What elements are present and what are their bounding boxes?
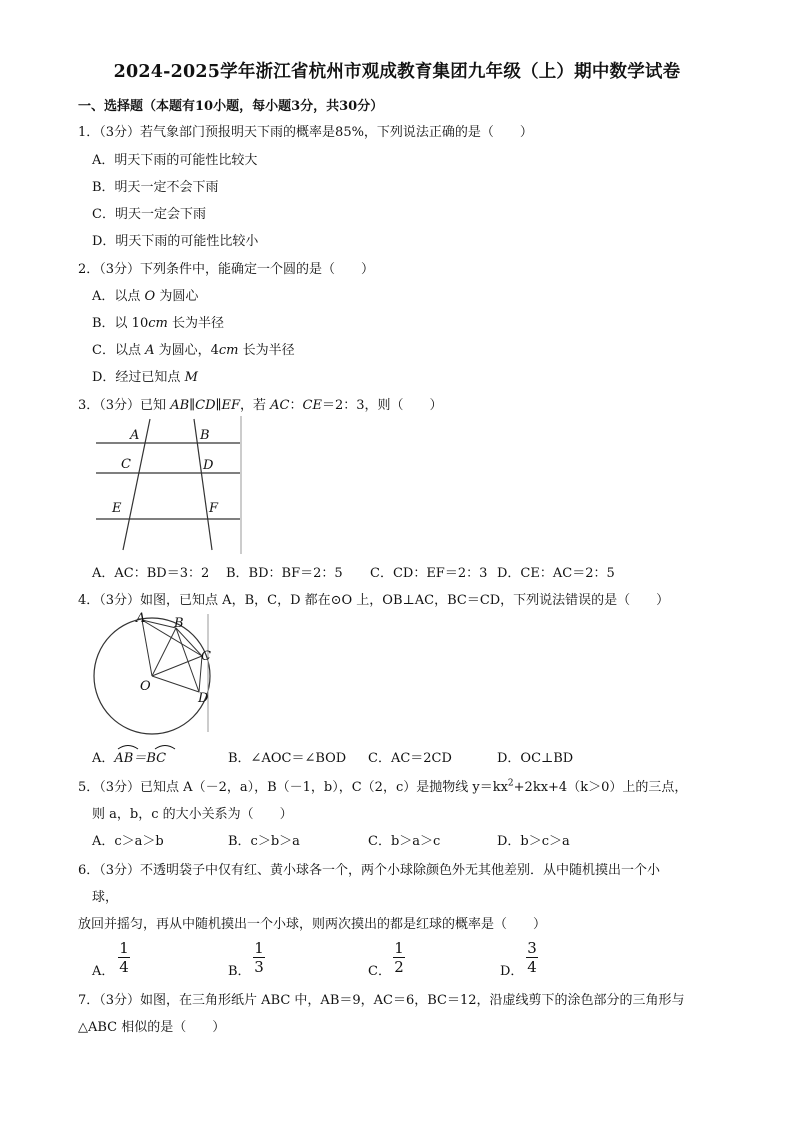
q3-label-b: B (200, 428, 210, 443)
section-heading: 一、选择题（本题有10小题，每小题3分，共30分） (78, 99, 384, 114)
q2-option-d: D．经过已知点 M (92, 370, 198, 385)
question-5-stem: 5．（3分）已知点 A（－2，a），B（－1，b），C（2，c）是抛物线 $y=kx^2+2kx+4(k>0)$上的三点， (78, 778, 688, 795)
question-3-stem: 3．（3分）已知 AB∥CD∥EF，若 AC：CE＝2：3，则（ ） (78, 398, 443, 413)
q4-label-d: D (198, 691, 209, 706)
q6-option-d-fraction: 3 4 (527, 939, 537, 976)
q1-option-d: D．明天下雨的可能性比较小 (92, 234, 259, 249)
q5-option-b: B．c＞b＞a (228, 834, 300, 849)
q4-label-c: C (201, 649, 211, 664)
q3-label-f: F (209, 501, 219, 516)
q6-option-a-fraction: 1 4 (119, 939, 129, 976)
q3-label-e: E (112, 501, 122, 516)
q6-option-c-label: C． (368, 964, 391, 979)
arc-notation: AB＝BC (114, 751, 167, 766)
question-6-stem-line3: 放回并摇匀，再从中随机摸出一个小球，则两次摸出的都是红球的概率是（ ） (78, 917, 547, 932)
question-4-stem: 4．（3分）如图，已知点 A，B，C，D 都在⊙O 上，OB⊥AC，BC＝CD，下列说法错误的是（ ） (78, 593, 670, 608)
q6-option-a-label: A． (92, 964, 115, 979)
question-6-stem-continued: 球， (92, 890, 119, 905)
question-1-stem: 1．（3分）若气象部门预报明天下雨的概率是85%，下列说法正确的是（ ） (78, 125, 533, 140)
q1-option-c: C．明天一定会下雨 (92, 207, 206, 222)
q4-option-a: A．AB＝BC (92, 747, 166, 766)
q2-option-c: C．以点 A 为圆心，4cm 长为半径 (92, 343, 295, 358)
q3-option-a: A．AC：BD＝3：2 (92, 566, 210, 581)
q6-option-b-label: B． (228, 964, 251, 979)
q2-option-a: A．以点 O 为圆心 (92, 289, 199, 304)
q3-option-c: C．CD：EF＝2：3 (370, 566, 488, 581)
q3-option-b: B．BD：BF＝2：5 (226, 566, 343, 581)
q4-option-d: D．OC⊥BD (497, 751, 574, 766)
question-7-stem: 7．（3分）如图，在三角形纸片 ABC 中，AB＝9，AC＝6，BC＝12，沿虚线剪下的涂色部分的三角形与 (78, 993, 685, 1008)
q3-option-d: D．CE：AC＝2：5 (497, 566, 615, 581)
q6-option-c-fraction: 1 2 (394, 939, 404, 976)
q5-option-a: A．c＞a＞b (92, 834, 164, 849)
question-6-stem: 6．（3分）不透明袋子中仅有红、黄小球各一个，两个小球除颜色外无其他差别．从中随机摸出一个小 (78, 863, 661, 878)
q1-option-a: A．明天下雨的可能性比较大 (92, 153, 258, 168)
arc-marks-icon (116, 742, 180, 750)
q5-option-c: C．b＞a＞c (368, 834, 441, 849)
q4-figure-circle (86, 610, 216, 736)
q3-label-a: A (130, 428, 140, 443)
q3-label-d: D (203, 458, 214, 473)
q1-option-b: B．明天一定不会下雨 (92, 180, 219, 195)
q6-option-b-fraction: 1 3 (254, 939, 264, 976)
q4-label-o: O (140, 679, 151, 694)
q4-label-b: B (174, 616, 184, 631)
page-title: 2024-2025学年浙江省杭州市观成教育集团九年级（上）期中数学试卷 (113, 62, 681, 82)
question-7-stem-continued: △ABC 相似的是（ ） (78, 1020, 226, 1035)
q4-label-a: A (136, 611, 146, 626)
q2-option-b: B．以 10cm 长为半径 (92, 316, 224, 331)
q4-option-c: C．AC＝2CD (368, 751, 452, 766)
q3-figure-parallel-lines (88, 416, 248, 554)
q6-option-d-label: D． (500, 964, 524, 979)
q5-option-d: D．b＞c＞a (497, 834, 570, 849)
q3-label-c: C (121, 457, 131, 472)
question-5-stem-continued: 则 a，b，c 的大小关系为（ ） (92, 807, 293, 822)
q4-option-b: B．∠AOC＝∠BOD (228, 751, 347, 766)
question-2-stem: 2．（3分）下列条件中，能确定一个圆的是（ ） (78, 262, 375, 277)
